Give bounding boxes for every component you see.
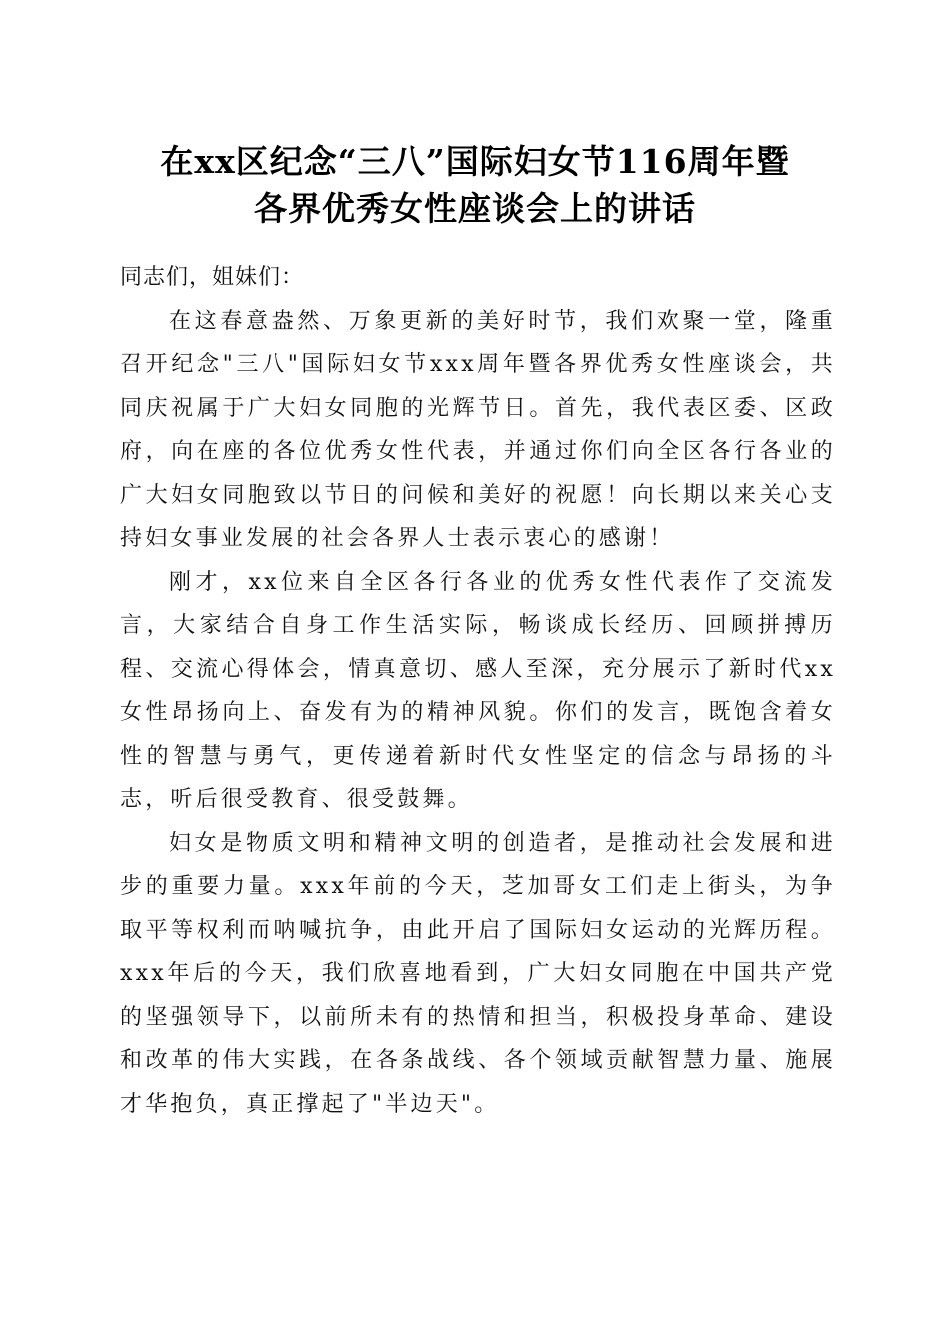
- salutation: 同志们，姐妹们：: [120, 265, 305, 290]
- paragraph-3: 妇女是物质文明和精神文明的创造者，是推动社会发展和进步的重要力量。xxx年前的今天，芝加哥女工们走上街头，为争取平等权利而呐喊抗争，由此开启了国际妇女运动的光辉历程。xxx年后的今天，我们欣喜地看到，广大妇女同胞在中国共产党的坚强领导下，以前所未有的热情和担当，积极投身革命、建设和改革的伟大实践，在各条战线、各个领域贡献智慧力量、施展才华抱负，真正撑起了"半边天"。: [120, 830, 836, 1117]
- paragraph-1: 在这春意盎然、万象更新的美好时节，我们欢聚一堂，隆重召开纪念"三八"国际妇女节xxx周年暨各界优秀女性座谈会，共同庆祝属于广大妇女同胞的光辉节日。首先，我代表区委、区政府，向在座的各位优秀女性代表，并通过你们向全区各行各业的广大妇女同胞致以节日的问候和美好的祝愿！向长期以来关心支持妇女事业发展的社会各界人士表示衷心的感谢！: [120, 308, 836, 551]
- title-line-2: 各界优秀女性座谈会上的讲话: [254, 189, 696, 228]
- paragraph-2: 刚才，xx位来自全区各行各业的优秀女性代表作了交流发言，大家结合自身工作生活实际，畅谈成长经历、回顾拼搏历程、交流心得体会，情真意切、感人至深，充分展示了新时代xx女性昂扬向上、奋发有为的精神风貌。你们的发言，既饱含着女性的智慧与勇气，更传递着新时代女性坚定的信念与昂扬的斗志，听后很受教育、很受鼓舞。: [120, 569, 836, 812]
- document-body: [120, 256, 836, 1126]
- document-title: [100, 138, 850, 232]
- title-line-1: 在xx区纪念“三八”国际妇女节116周年暨: [160, 142, 790, 181]
